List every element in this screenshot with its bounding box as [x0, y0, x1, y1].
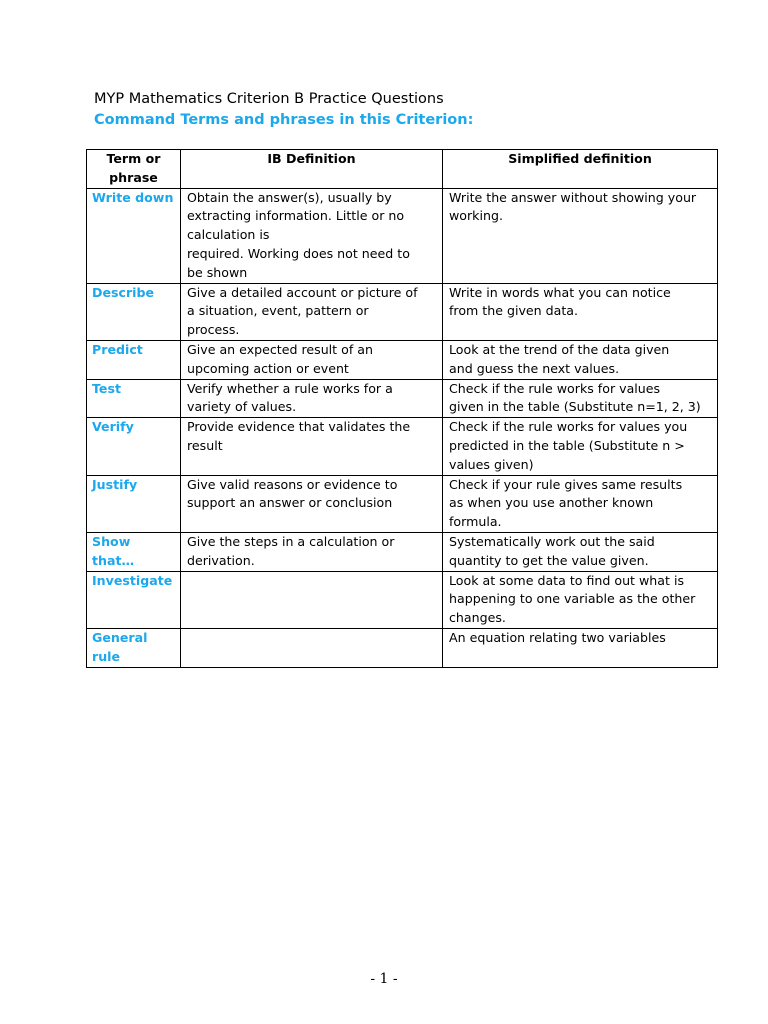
column-header-ib-definition: IB Definition — [181, 150, 443, 189]
ib-definition-cell: Verify whether a rule works for a variety of values. — [181, 379, 443, 418]
ib-definition-cell: Give a detailed account or picture of a situation, event, pattern or process. — [181, 283, 443, 340]
term-cell: Write down — [87, 188, 181, 283]
simplified-definition-cell: An equation relating two variables — [443, 628, 718, 667]
simplified-definition-cell: Look at some data to find out what is happening to one variable as the other changes. — [443, 571, 718, 628]
term-cell: Investigate — [87, 571, 181, 628]
page-subtitle: Command Terms and phrases in this Criterion: — [94, 112, 474, 128]
command-terms-table — [86, 149, 718, 668]
table-row — [87, 475, 718, 532]
simplified-definition-cell: Write the answer without showing your working. — [443, 188, 718, 283]
table-row — [87, 532, 718, 571]
term-cell: Verify — [87, 418, 181, 475]
term-cell: Test — [87, 379, 181, 418]
simplified-definition-cell: Systematically work out the said quantity to get the value given. — [443, 532, 718, 571]
term-cell: Justify — [87, 475, 181, 532]
ib-definition-cell — [181, 571, 443, 628]
column-header-term: Term or phrase — [87, 150, 181, 189]
table-row — [87, 283, 718, 340]
table-row — [87, 340, 718, 379]
page-title: MYP Mathematics Criterion B Practice Questions — [94, 91, 444, 107]
page-number: - 1 - — [370, 971, 398, 987]
ib-definition-cell: Give the steps in a calculation or derivation. — [181, 532, 443, 571]
simplified-definition-cell: Look at the trend of the data given and guess the next values. — [443, 340, 718, 379]
term-cell: Describe — [87, 283, 181, 340]
ib-definition-cell: Give an expected result of an upcoming action or event — [181, 340, 443, 379]
simplified-definition-cell: Check if the rule works for values given in the table (Substitute n=1, 2, 3) — [443, 379, 718, 418]
term-cell: General rule — [87, 628, 181, 667]
ib-definition-cell: Provide evidence that validates the result — [181, 418, 443, 475]
table-row — [87, 628, 718, 667]
table-row — [87, 571, 718, 628]
term-cell: Predict — [87, 340, 181, 379]
simplified-definition-cell: Check if the rule works for values you predicted in the table (Substitute n > values given) — [443, 418, 718, 475]
term-cell: Show that… — [87, 532, 181, 571]
table-header-row — [87, 150, 718, 189]
ib-definition-cell — [181, 628, 443, 667]
ib-definition-cell: Give valid reasons or evidence to support an answer or conclusion — [181, 475, 443, 532]
column-header-simplified-definition: Simplified definition — [443, 150, 718, 189]
table-row — [87, 379, 718, 418]
table-row — [87, 188, 718, 283]
ib-definition-cell: Obtain the answer(s), usually by extracting information. Little or no calculation is required. Working does not need to be shown — [181, 188, 443, 283]
table-row — [87, 418, 718, 475]
simplified-definition-cell: Check if your rule gives same results as when you use another known formula. — [443, 475, 718, 532]
simplified-definition-cell: Write in words what you can notice from the given data. — [443, 283, 718, 340]
